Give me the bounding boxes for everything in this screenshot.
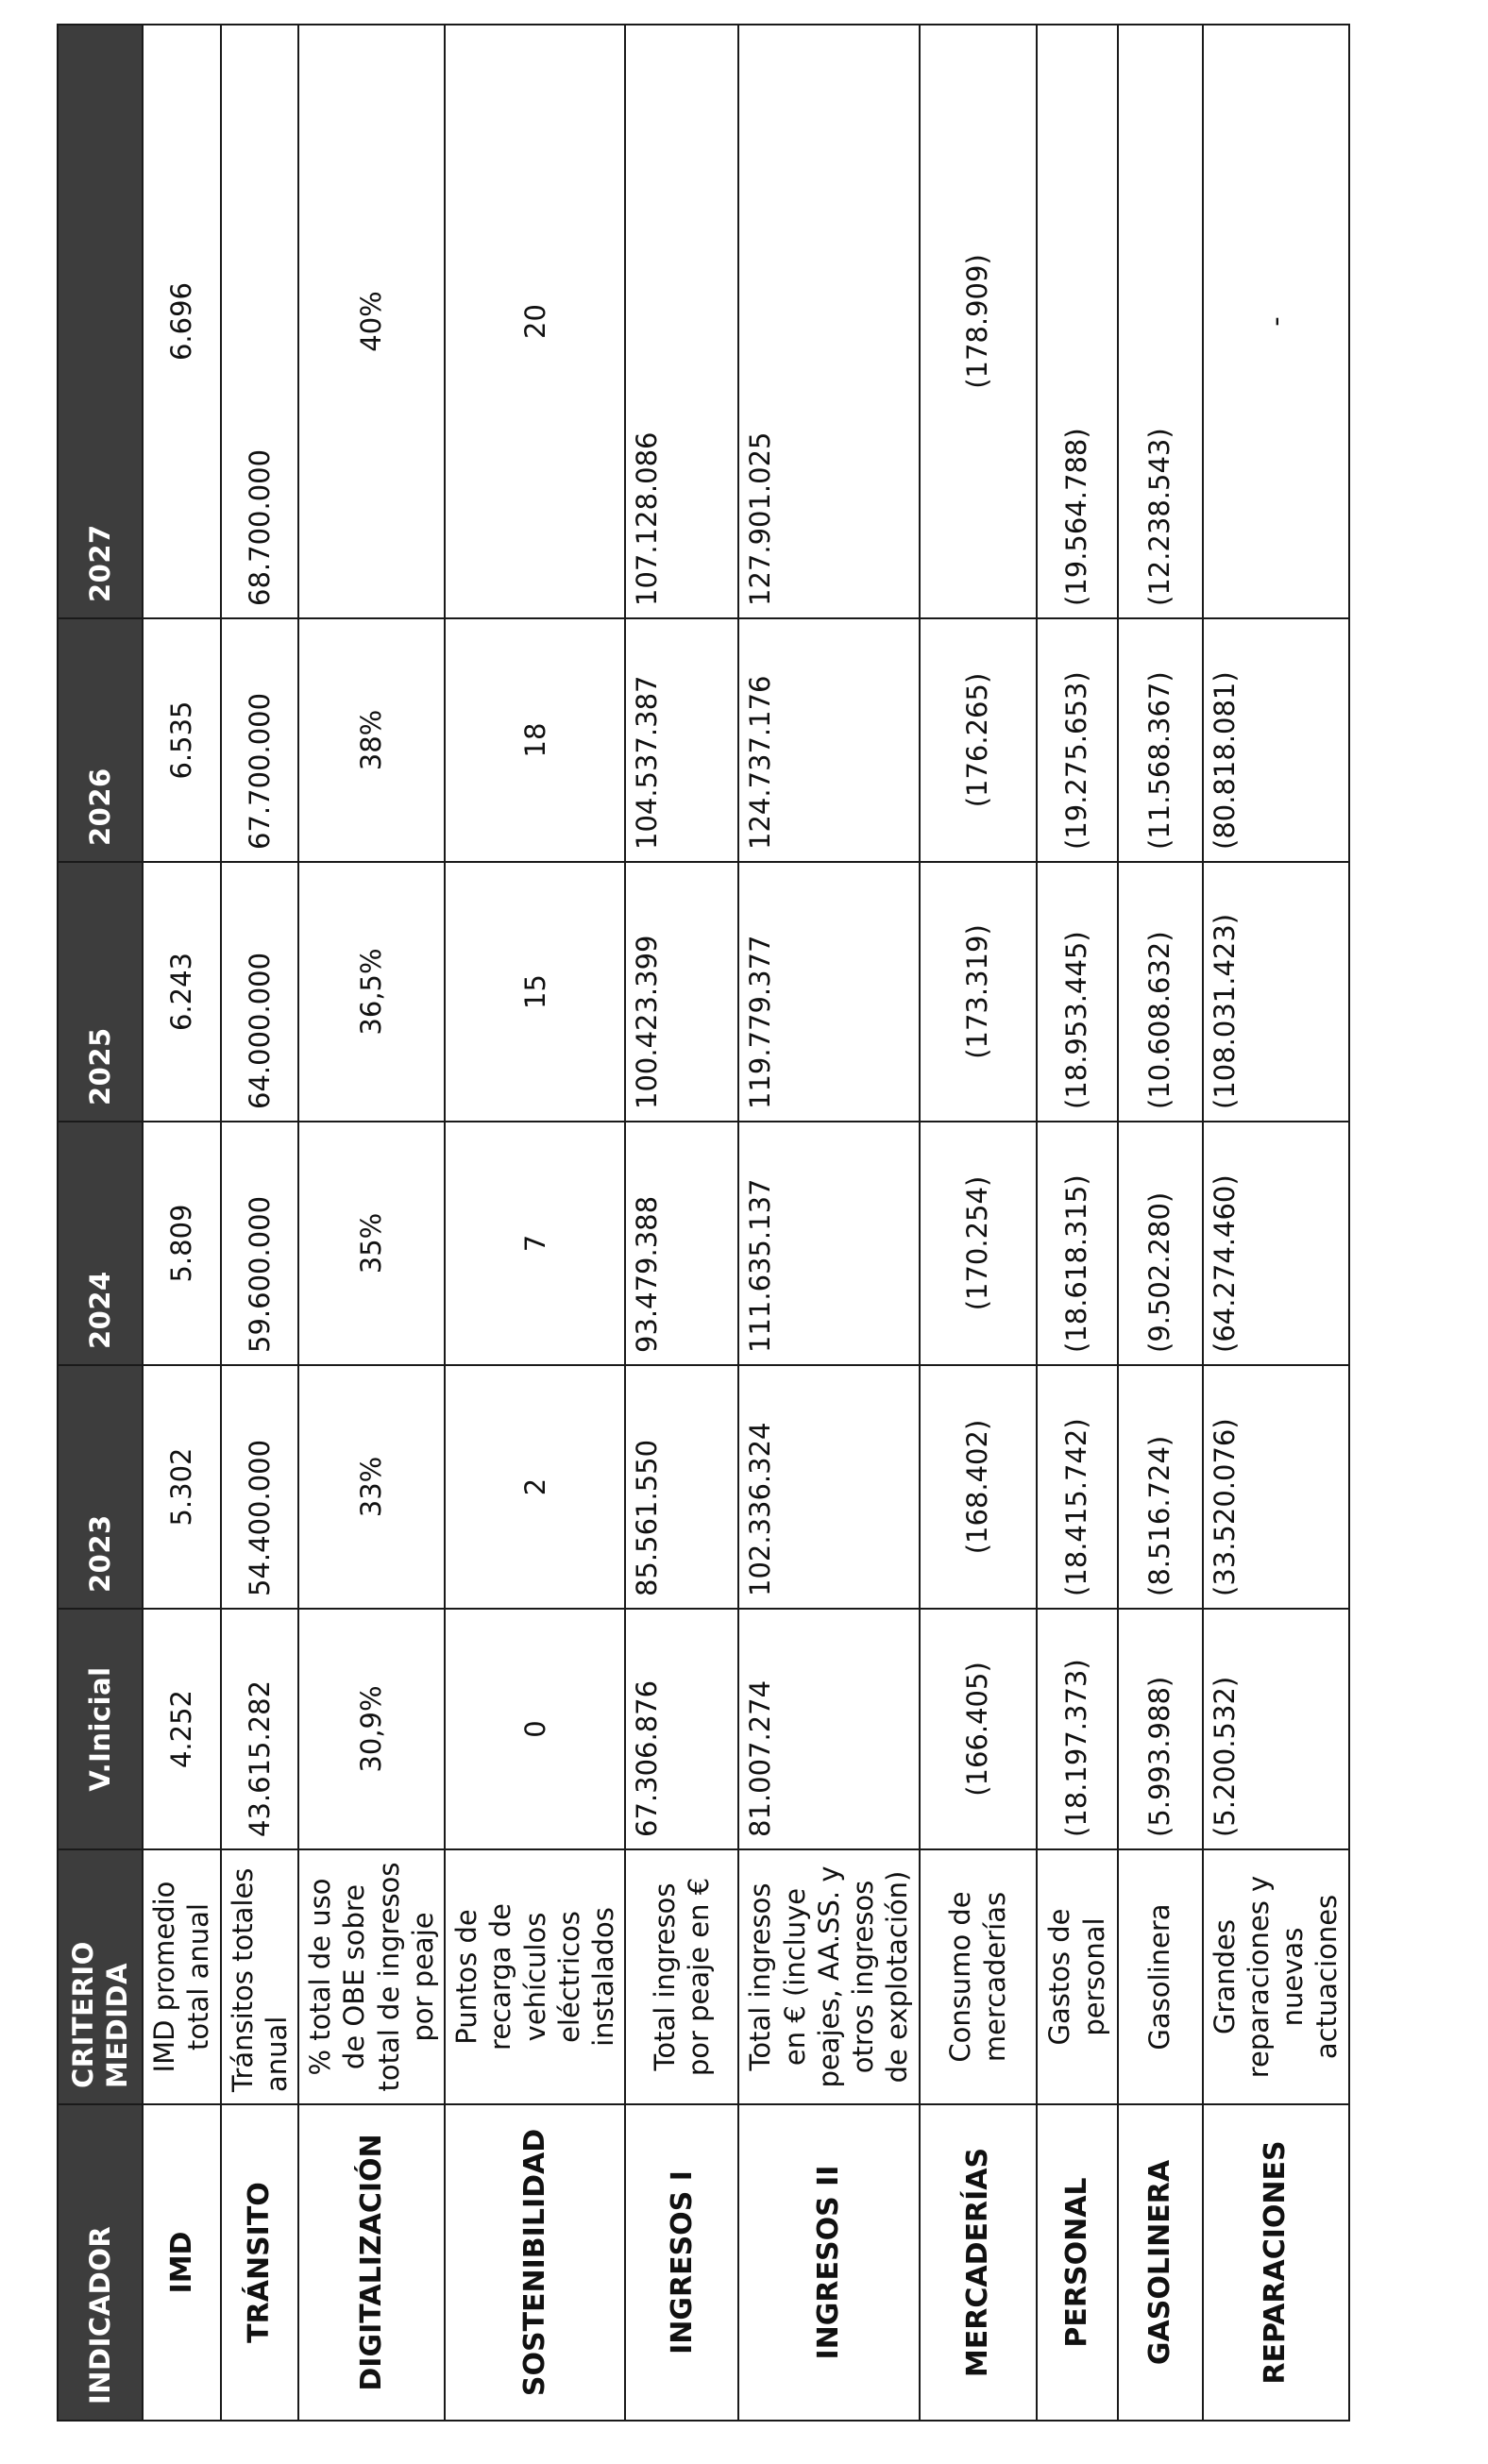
value-cell: (5.200.532) bbox=[1203, 1609, 1349, 1849]
value-cell: 43.615.282 bbox=[221, 1609, 299, 1849]
table-row bbox=[1118, 25, 1203, 2421]
criterion-cell: IMD promedio total anual bbox=[143, 1849, 221, 2104]
indicator-cell: GASOLINERA bbox=[1118, 2104, 1203, 2421]
criterion-cell: Puntos de recarga de vehículos eléctricos instalados bbox=[445, 1849, 625, 2104]
value-cell: 81.007.274 bbox=[738, 1609, 919, 1849]
indicator-cell: REPARACIONES bbox=[1203, 2104, 1349, 2421]
value-cell: (108.031.423) bbox=[1203, 862, 1349, 1122]
value-cell: (173.319) bbox=[920, 862, 1037, 1122]
value-cell: 33% bbox=[298, 1365, 445, 1609]
value-cell: (170.254) bbox=[920, 1122, 1037, 1365]
value-cell: (80.818.081) bbox=[1203, 618, 1349, 862]
header-2026: 2026 bbox=[58, 618, 143, 862]
value-cell: 2 bbox=[445, 1365, 625, 1609]
value-cell: 5.809 bbox=[143, 1122, 221, 1365]
header-row bbox=[58, 25, 143, 2421]
value-cell: (19.275.653) bbox=[1037, 618, 1118, 862]
value-cell: (18.197.373) bbox=[1037, 1609, 1118, 1849]
value-cell: 38% bbox=[298, 618, 445, 862]
header-v-inicial: V.Inicial bbox=[58, 1609, 143, 1849]
indicator-cell: PERSONAL bbox=[1037, 2104, 1118, 2421]
value-cell: (64.274.460) bbox=[1203, 1122, 1349, 1365]
criterion-cell: Total ingresos por peaje en € bbox=[625, 1849, 738, 2104]
value-cell: 30,9% bbox=[298, 1609, 445, 1849]
value-cell: - bbox=[1203, 25, 1349, 618]
value-cell: (11.568.367) bbox=[1118, 618, 1203, 862]
table-row bbox=[920, 25, 1037, 2421]
value-cell: 36,5% bbox=[298, 862, 445, 1122]
value-cell: 67.306.876 bbox=[625, 1609, 738, 1849]
indicator-cell: TRÁNSITO bbox=[221, 2104, 299, 2421]
value-cell: (176.265) bbox=[920, 618, 1037, 862]
value-cell: (10.608.632) bbox=[1118, 862, 1203, 1122]
indicator-cell: IMD bbox=[143, 2104, 221, 2421]
table-row bbox=[221, 25, 299, 2421]
indicator-cell: INGRESOS I bbox=[625, 2104, 738, 2421]
value-cell: 18 bbox=[445, 618, 625, 862]
table-row bbox=[625, 25, 738, 2421]
criterion-cell: Gasolinera bbox=[1118, 1849, 1203, 2104]
criterion-cell: Consumo de mercaderías bbox=[920, 1849, 1037, 2104]
value-cell: 100.423.399 bbox=[625, 862, 738, 1122]
indicator-cell: MERCADERÍAS bbox=[920, 2104, 1037, 2421]
value-cell: 93.479.388 bbox=[625, 1122, 738, 1365]
indicator-cell: SOSTENIBILIDAD bbox=[445, 2104, 625, 2421]
value-cell: 54.400.000 bbox=[221, 1365, 299, 1609]
value-cell: 111.635.137 bbox=[738, 1122, 919, 1365]
table-row bbox=[298, 25, 445, 2421]
value-cell: (33.520.076) bbox=[1203, 1365, 1349, 1609]
value-cell: 0 bbox=[445, 1609, 625, 1849]
value-cell: (178.909) bbox=[920, 25, 1037, 618]
value-cell: (168.402) bbox=[920, 1365, 1037, 1609]
value-cell: 6.535 bbox=[143, 618, 221, 862]
value-cell: 119.779.377 bbox=[738, 862, 919, 1122]
indicator-table bbox=[57, 24, 1350, 2422]
value-cell: 20 bbox=[445, 25, 625, 618]
value-cell: 107.128.086 bbox=[625, 25, 738, 618]
value-cell: 15 bbox=[445, 862, 625, 1122]
value-cell: (19.564.788) bbox=[1037, 25, 1118, 618]
value-cell: 67.700.000 bbox=[221, 618, 299, 862]
value-cell: (12.238.543) bbox=[1118, 25, 1203, 618]
table-row bbox=[738, 25, 919, 2421]
value-cell: 85.561.550 bbox=[625, 1365, 738, 1609]
value-cell: (5.993.988) bbox=[1118, 1609, 1203, 1849]
header-2027: 2027 bbox=[58, 25, 143, 618]
indicator-cell: INGRESOS II bbox=[738, 2104, 919, 2421]
criterion-cell: Gastos de personal bbox=[1037, 1849, 1118, 2104]
value-cell: 59.600.000 bbox=[221, 1122, 299, 1365]
value-cell: (18.953.445) bbox=[1037, 862, 1118, 1122]
value-cell: 6.243 bbox=[143, 862, 221, 1122]
value-cell: (9.502.280) bbox=[1118, 1122, 1203, 1365]
value-cell: (166.405) bbox=[920, 1609, 1037, 1849]
value-cell: 7 bbox=[445, 1122, 625, 1365]
value-cell: (8.516.724) bbox=[1118, 1365, 1203, 1609]
table-row bbox=[1203, 25, 1349, 2421]
table-row bbox=[1037, 25, 1118, 2421]
header-indicador: INDICADOR bbox=[58, 2104, 143, 2421]
table-row bbox=[445, 25, 625, 2421]
value-cell: 104.537.387 bbox=[625, 618, 738, 862]
criterion-cell: Tránsitos totales anual bbox=[221, 1849, 299, 2104]
value-cell: 35% bbox=[298, 1122, 445, 1365]
value-cell: 6.696 bbox=[143, 25, 221, 618]
value-cell: 102.336.324 bbox=[738, 1365, 919, 1609]
value-cell: 68.700.000 bbox=[221, 25, 299, 618]
table-row bbox=[143, 25, 221, 2421]
criterion-cell: Grandes reparaciones y nuevas actuaciones bbox=[1203, 1849, 1349, 2104]
header-criterio: CRITERIO MEDIDA bbox=[58, 1849, 143, 2104]
value-cell: (18.618.315) bbox=[1037, 1122, 1118, 1365]
value-cell: 5.302 bbox=[143, 1365, 221, 1609]
value-cell: 4.252 bbox=[143, 1609, 221, 1849]
criterion-cell: Total ingresos en € (incluye peajes, AA.SS. y otros ingresos de explotación) bbox=[738, 1849, 919, 2104]
header-2024: 2024 bbox=[58, 1122, 143, 1365]
value-cell: (18.415.742) bbox=[1037, 1365, 1118, 1609]
header-2023: 2023 bbox=[58, 1365, 143, 1609]
value-cell: 127.901.025 bbox=[738, 25, 919, 618]
value-cell: 40% bbox=[298, 25, 445, 618]
indicator-cell: DIGITALIZACIÓN bbox=[298, 2104, 445, 2421]
value-cell: 124.737.176 bbox=[738, 618, 919, 862]
value-cell: 64.000.000 bbox=[221, 862, 299, 1122]
criterion-cell: % total de uso de OBE sobre total de ingresos por peaje bbox=[298, 1849, 445, 2104]
header-2025: 2025 bbox=[58, 862, 143, 1122]
